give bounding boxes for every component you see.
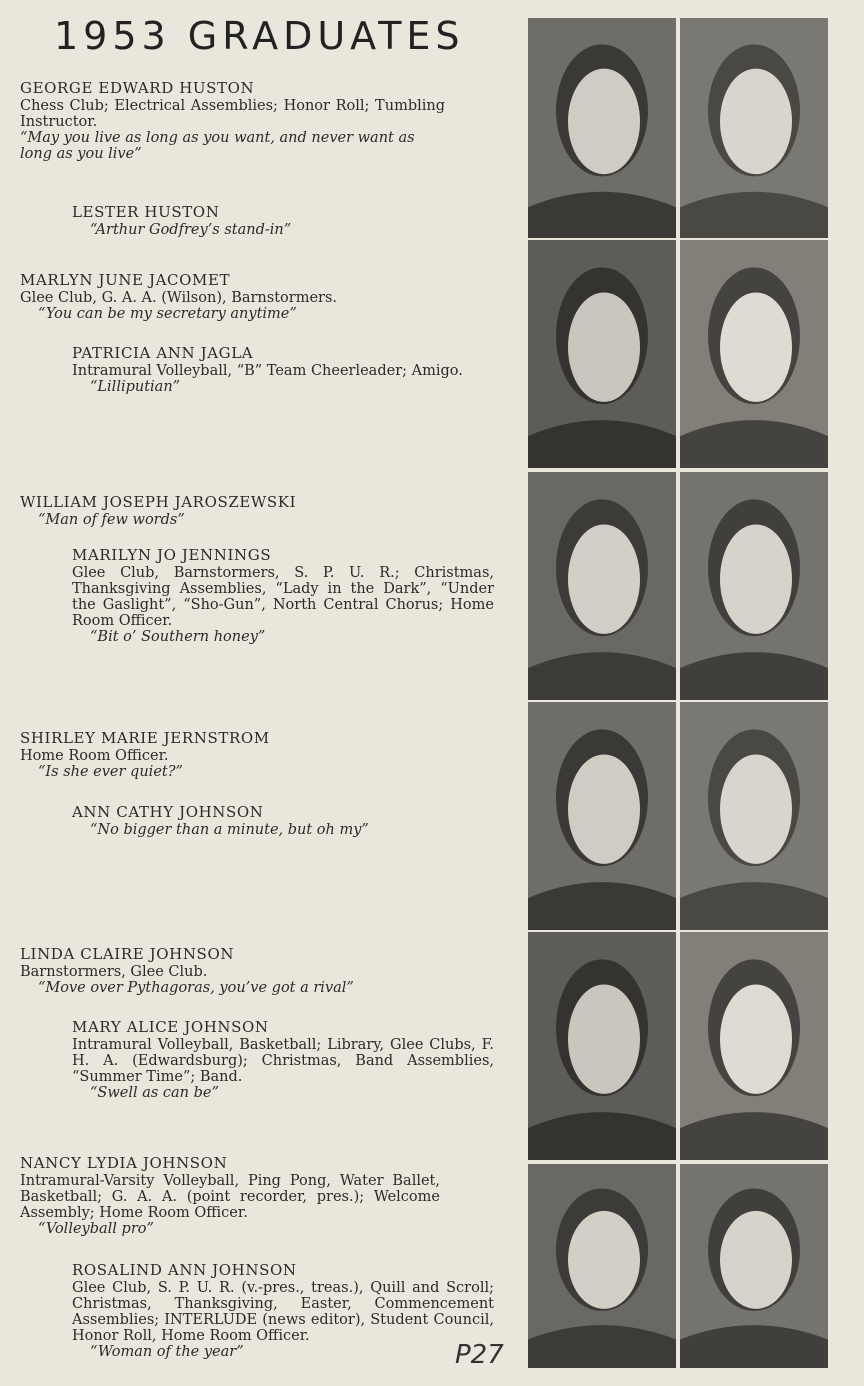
graduate-portrait	[680, 472, 828, 700]
graduate-activities: Intramural-Varsity Volleyball, Ping Pong, Water Ballet, Basketball; G. A. A. (point recorder, pres.); Welcome Assembly; Home Room Officer.	[20, 1173, 440, 1221]
graduate-quote: “Lilliputian”	[90, 379, 181, 395]
graduate-entry	[20, 946, 460, 996]
page-title: 1953 GRADUATES	[54, 14, 465, 58]
graduate-quote: “Man of few words”	[38, 512, 185, 528]
graduate-name: WILLIAM JOSEPH JAROSZEWSKI	[20, 493, 297, 511]
graduate-quote: “Is she ever quiet?”	[38, 764, 183, 780]
graduate-entry	[72, 345, 494, 395]
graduate-name: NANCY LYDIA JOHNSON	[20, 1154, 228, 1172]
graduate-activities: Chess Club; Electrical Assemblies; Honor Roll; Tumbling Instructor.	[20, 98, 445, 130]
graduate-name: GEORGE EDWARD HUSTON	[20, 79, 255, 97]
graduate-entry	[20, 272, 440, 322]
graduate-portrait	[680, 18, 828, 238]
graduate-name: ROSALIND ANN JOHNSON	[72, 1261, 297, 1279]
graduate-portrait	[528, 240, 676, 468]
graduate-entry	[20, 80, 445, 162]
graduate-entry	[72, 1019, 494, 1101]
graduate-portrait	[528, 702, 676, 930]
graduate-quote: “Woman of the year”	[90, 1344, 244, 1360]
graduate-entry	[20, 494, 440, 528]
graduate-portrait	[680, 1164, 828, 1368]
graduate-name: MARILYN JO JENNINGS	[72, 546, 272, 564]
graduate-name: MARLYN JUNE JACOMET	[20, 271, 231, 289]
graduate-portrait	[680, 240, 828, 468]
graduate-quote: “No bigger than a minute, but oh my”	[90, 822, 369, 838]
graduate-activities: Barnstormers, Glee Club.	[20, 964, 208, 980]
graduate-quote: “Bit o’ Southern honey”	[90, 629, 266, 645]
graduate-quote: “Volleyball pro”	[38, 1221, 154, 1237]
graduate-entry	[72, 204, 494, 238]
graduate-name: MARY ALICE JOHNSON	[72, 1018, 269, 1036]
portrait-grid	[528, 18, 834, 1368]
graduate-entry	[20, 1155, 440, 1237]
graduate-quote: “Swell as can be”	[90, 1085, 219, 1101]
graduate-entry	[72, 804, 494, 838]
graduate-portrait	[680, 702, 828, 930]
graduate-name: LESTER HUSTON	[72, 203, 220, 221]
graduate-portrait	[680, 932, 828, 1160]
graduate-entry	[20, 730, 440, 780]
graduate-activities: Glee Club, S. P. U. R. (v.-pres., treas.), Quill and Scroll; Christmas, Thanksgiving, Easter, Commencement Assemblies; INTERLUDE (news editor), Student Council, Honor Roll, Home Room Officer.	[72, 1280, 494, 1344]
graduate-entry	[72, 1262, 494, 1360]
graduate-activities: Glee Club, Barnstormers, S. P. U. R.; Christmas, Thanksgiving Assemblies, “Lady in the Dark”, “Under the Gaslight”, “Sho-Gun”, North Central Chorus; Home Room Officer.	[72, 565, 494, 629]
graduate-name: LINDA CLAIRE JOHNSON	[20, 945, 235, 963]
graduate-activities: Intramural Volleyball, “B” Team Cheerleader; Amigo.	[72, 363, 463, 379]
graduate-quote: “You can be my secretary anytime”	[38, 306, 297, 322]
graduate-activities: Glee Club, G. A. A. (Wilson), Barnstormers.	[20, 290, 338, 306]
graduate-portrait	[528, 18, 676, 238]
graduate-quote: “Move over Pythagoras, you’ve got a rival”	[38, 980, 354, 996]
graduate-name: PATRICIA ANN JAGLA	[72, 344, 254, 362]
graduate-quote: “May you live as long as you want, and never want as long as you live”	[20, 130, 415, 162]
graduate-quote: “Arthur Godfrey’s stand-in”	[90, 222, 292, 238]
graduate-portrait	[528, 472, 676, 700]
graduate-activities: Home Room Officer.	[20, 748, 169, 764]
graduate-name: ANN CATHY JOHNSON	[72, 803, 264, 821]
graduate-name: SHIRLEY MARIE JERNSTROM	[20, 729, 270, 747]
graduate-portrait	[528, 932, 676, 1160]
page-number: P27	[455, 1340, 504, 1370]
graduate-activities: Intramural Volleyball, Basketball; Library, Glee Clubs, F. H. A. (Edwardsburg); Christmas, Band Assemblies, “Summer Time”; Band.	[72, 1037, 494, 1085]
graduate-entry	[72, 547, 494, 645]
graduate-portrait	[528, 1164, 676, 1368]
